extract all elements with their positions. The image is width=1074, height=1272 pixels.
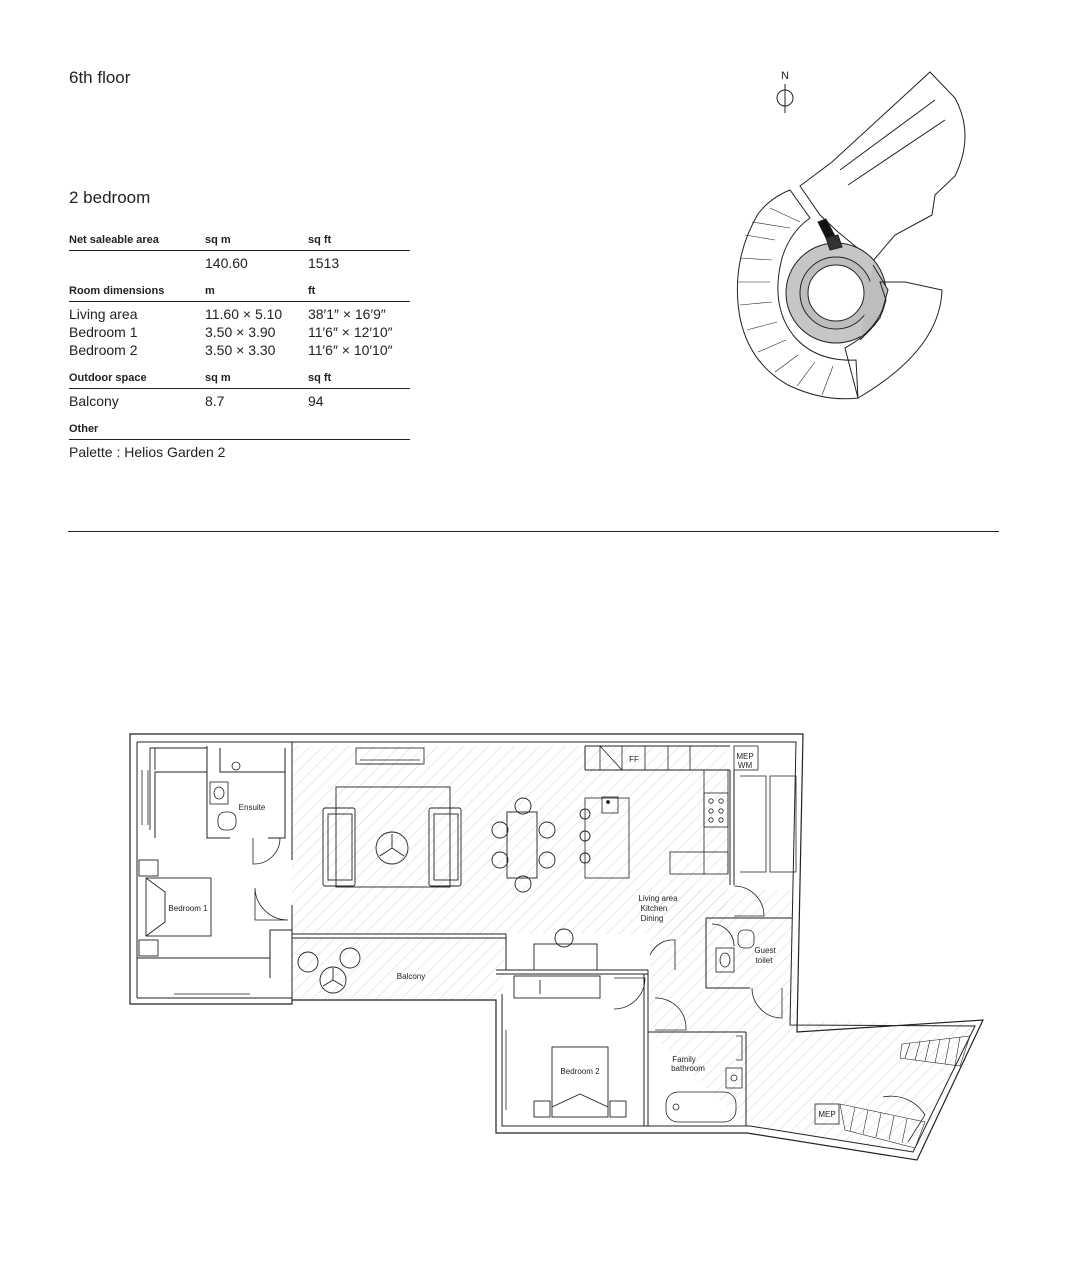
- room-label: Bedroom 2: [69, 342, 138, 358]
- room-metric: 3.50 × 3.90: [205, 324, 276, 340]
- label-mep-top: MEP: [736, 752, 754, 761]
- room-imperial: 11′6″ × 10′10″: [308, 342, 393, 358]
- bedroom2-furniture: [514, 976, 626, 1117]
- room-dimensions-unit-b: ft: [308, 285, 316, 297]
- net-area-unit-a: sq m: [205, 234, 231, 246]
- net-area-sqft: 1513: [308, 255, 340, 271]
- label-bedroom-2: Bedroom 2: [560, 1067, 600, 1076]
- label-bedroom-1: Bedroom 1: [168, 904, 208, 913]
- room-imperial: 38′1″ × 16′9″: [308, 306, 386, 322]
- floor-plan: [130, 734, 983, 1160]
- bedroom1-furniture: [139, 748, 211, 956]
- label-wm: WM: [737, 761, 753, 770]
- label-balcony: Balcony: [396, 972, 426, 981]
- outdoor-space-heading: Outdoor space: [69, 372, 147, 384]
- outdoor-sqft: 94: [308, 393, 324, 409]
- net-area-heading: Net saleable area: [69, 234, 159, 246]
- room-metric: 3.50 × 3.30: [205, 342, 276, 358]
- outdoor-label: Balcony: [69, 393, 119, 409]
- palette-label: Palette : Helios Garden 2: [69, 444, 226, 460]
- room-label: Bedroom 1: [69, 324, 138, 340]
- net-area-unit-b: sq ft: [308, 234, 332, 246]
- label-living-area: Living area: [638, 894, 678, 903]
- unit-type: 2 bedroom: [69, 188, 151, 207]
- label-guest: Guest: [754, 946, 776, 955]
- label-mep-bottom: MEP: [818, 1110, 836, 1119]
- key-plan: [737, 70, 965, 399]
- label-family: Family: [672, 1055, 696, 1064]
- label-ff: FF: [629, 755, 639, 764]
- outdoor-space-unit-b: sq ft: [308, 372, 332, 384]
- north-label: N: [781, 70, 789, 82]
- outdoor-space-unit-a: sq m: [205, 372, 231, 384]
- room-imperial: 11′6″ × 12′10″: [308, 324, 393, 340]
- room-dimensions-heading: Room dimensions: [69, 285, 165, 297]
- other-heading: Other: [69, 423, 99, 435]
- label-kitchen: Kitchen: [640, 904, 668, 913]
- label-dining: Dining: [640, 914, 664, 923]
- hatched-floor-areas: [292, 746, 975, 1153]
- net-area-sqm: 140.60: [205, 255, 248, 271]
- label-toilet: toilet: [755, 956, 773, 965]
- room-dimensions-unit-a: m: [205, 285, 215, 297]
- room-metric: 11.60 × 5.10: [205, 306, 283, 322]
- floor-title: 6th floor: [69, 68, 131, 87]
- room-label: Living area: [69, 306, 138, 322]
- label-bathroom: bathroom: [671, 1064, 705, 1073]
- outdoor-sqm: 8.7: [205, 393, 225, 409]
- north-arrow-icon: [777, 84, 793, 113]
- label-ensuite: Ensuite: [238, 803, 266, 812]
